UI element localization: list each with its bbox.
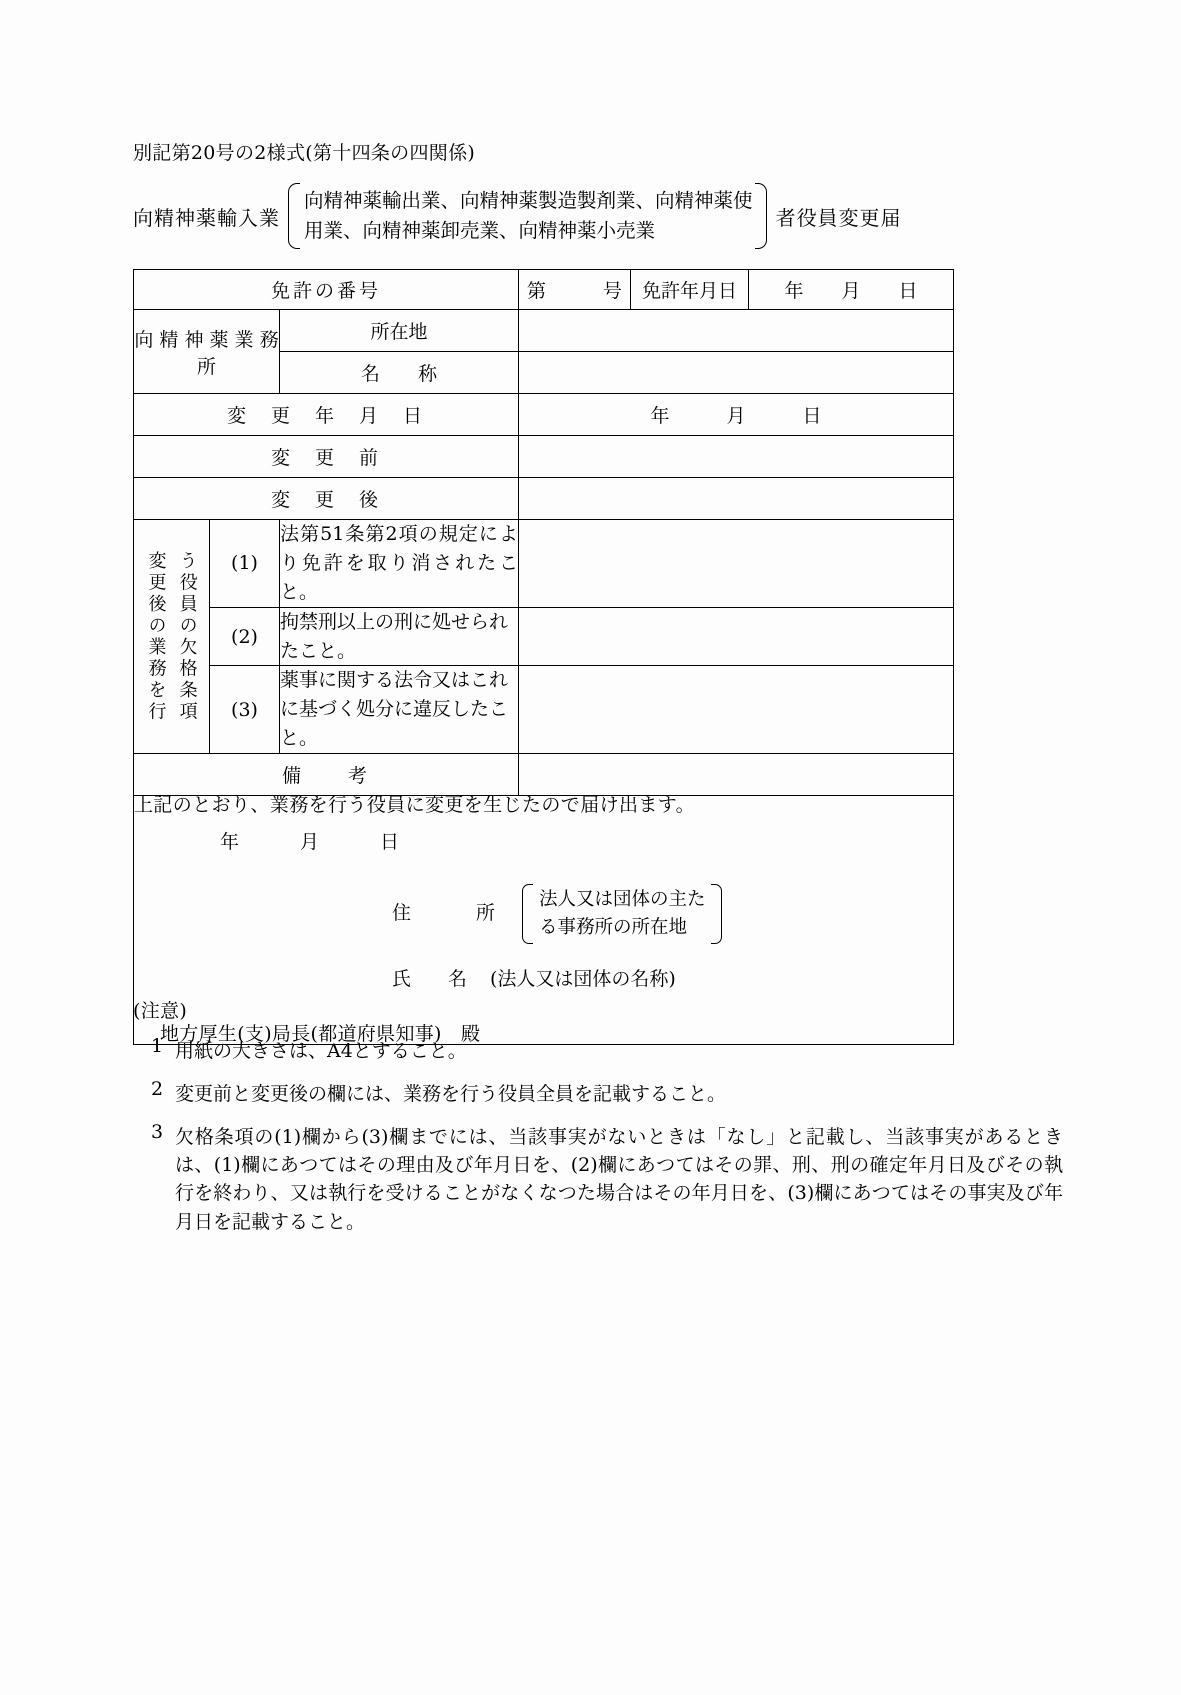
before-change-value[interactable] (519, 436, 954, 478)
after-change-label: 変 更 後 (134, 478, 519, 520)
declaration-address-row (134, 884, 953, 944)
declaration-date-line[interactable]: 年 月 日 (220, 831, 401, 853)
table-row-clause-3 (134, 666, 954, 754)
before-change-label: 変 更 前 (134, 436, 519, 478)
main-form-table (133, 269, 954, 1045)
note-item-2 (133, 1080, 1063, 1108)
declaration-statement: 上記のとおり、業務を行う役員に変更を生じたので届け出ます。 (134, 794, 696, 816)
name-label: 氏 名 (392, 967, 477, 990)
table-row-remarks (134, 754, 954, 796)
declaration-recipient: 地方厚生(支)局長(都道府県知事) 殿 (160, 1022, 481, 1045)
clause-value-3[interactable] (519, 666, 954, 754)
form-title-right: 者役員変更届 (775, 205, 902, 230)
office-label: 向 精 神 薬 業 務 所 (134, 310, 280, 394)
table-row-after (134, 478, 954, 520)
note-number-3: 3 (151, 1121, 164, 1144)
vertical-label-right: う役員の欠格条項 (176, 550, 198, 723)
clause-text-1: 法第51条第2項の規定により免許を取り消されたこと。 (280, 520, 519, 608)
note-item-1 (133, 1037, 1063, 1065)
name-note: (法人又は団体の名称) (490, 967, 676, 990)
clause-number-2: (2) (210, 607, 280, 666)
form-code-label: 別記第20号の2様式(第十四条の四関係) (133, 142, 476, 164)
table-row-clause-1 (134, 520, 954, 608)
clause-number-3: (3) (210, 666, 280, 754)
disqualification-vertical-label (134, 520, 210, 754)
note-text-3: 欠格条項の(1)欄から(3)欄までには、当該事実がないときは「なし」と記載し、当該事実があるときは、(1)欄にあつてはその理由及び年月日を、(2)欄にあつてはその罪、刑、刑の確定年月日及びその執行を終わり、又は執行を受けることがなくなつた場合はその年月日を、(3)欄にあつてはその事実及び年月日を記載すること。 (175, 1126, 1063, 1233)
note-text-1: 用紙の大きさは、A4とすること。 (175, 1040, 467, 1062)
vertical-label-left: 変更後の業務を行 (145, 550, 167, 723)
form-title-brace-line1: 向精神薬輸出業、向精神薬製造製剤業、向精神薬使 (304, 188, 753, 212)
table-row-before (134, 436, 954, 478)
address-brace-line1: 法人又は団体の主た (539, 889, 706, 910)
notes-heading: (注意) (133, 1000, 188, 1022)
table-row-clause-2 (134, 607, 954, 666)
address-brace-line2: る事務所の所在地 (539, 916, 688, 938)
address-label: 住 所 (392, 902, 505, 925)
table-row-change-date (134, 394, 954, 436)
after-change-value[interactable] (519, 478, 954, 520)
form-title-left: 向精神薬輸入業 (133, 205, 280, 230)
address-brace (522, 884, 722, 944)
remarks-label: 備 考 (134, 754, 519, 796)
note-item-3 (133, 1123, 1063, 1235)
notes-section (133, 1002, 1063, 1251)
note-number-2: 2 (151, 1078, 164, 1101)
change-date-label: 変 更 年 月 日 (134, 394, 519, 436)
form-title-brace (288, 183, 767, 249)
form-title (133, 182, 963, 250)
clause-text-2: 拘禁刑以上の刑に処せられたこと。 (280, 607, 519, 666)
table-row-office-address (134, 310, 954, 352)
clause-number-1: (1) (210, 520, 280, 608)
clause-text-3: 薬事に関する法令又はこれに基づく処分に違反したこと。 (280, 666, 519, 754)
office-name-label: 名 称 (280, 352, 519, 394)
table-row-license (134, 270, 954, 310)
license-date-value[interactable]: 年 月 日 (749, 270, 954, 310)
remarks-value[interactable] (519, 754, 954, 796)
license-date-label: 免許年月日 (631, 270, 749, 310)
declaration-name-row (134, 967, 953, 990)
license-number-label: 免許の番号 (134, 270, 519, 310)
office-address-label: 所在地 (280, 310, 519, 352)
office-name-value[interactable] (519, 352, 954, 394)
license-number-value[interactable]: 第 号 (519, 270, 631, 310)
note-number-1: 1 (151, 1035, 164, 1057)
clause-value-1[interactable] (519, 520, 954, 608)
change-date-value[interactable]: 年 月 日 (519, 394, 954, 436)
office-address-value[interactable] (519, 310, 954, 352)
clause-value-2[interactable] (519, 607, 954, 666)
note-text-2: 変更前と変更後の欄には、業務を行う役員全員を記載すること。 (175, 1083, 727, 1106)
form-title-brace-line2: 用業、向精神薬卸売業、向精神薬小売業 (304, 219, 656, 242)
